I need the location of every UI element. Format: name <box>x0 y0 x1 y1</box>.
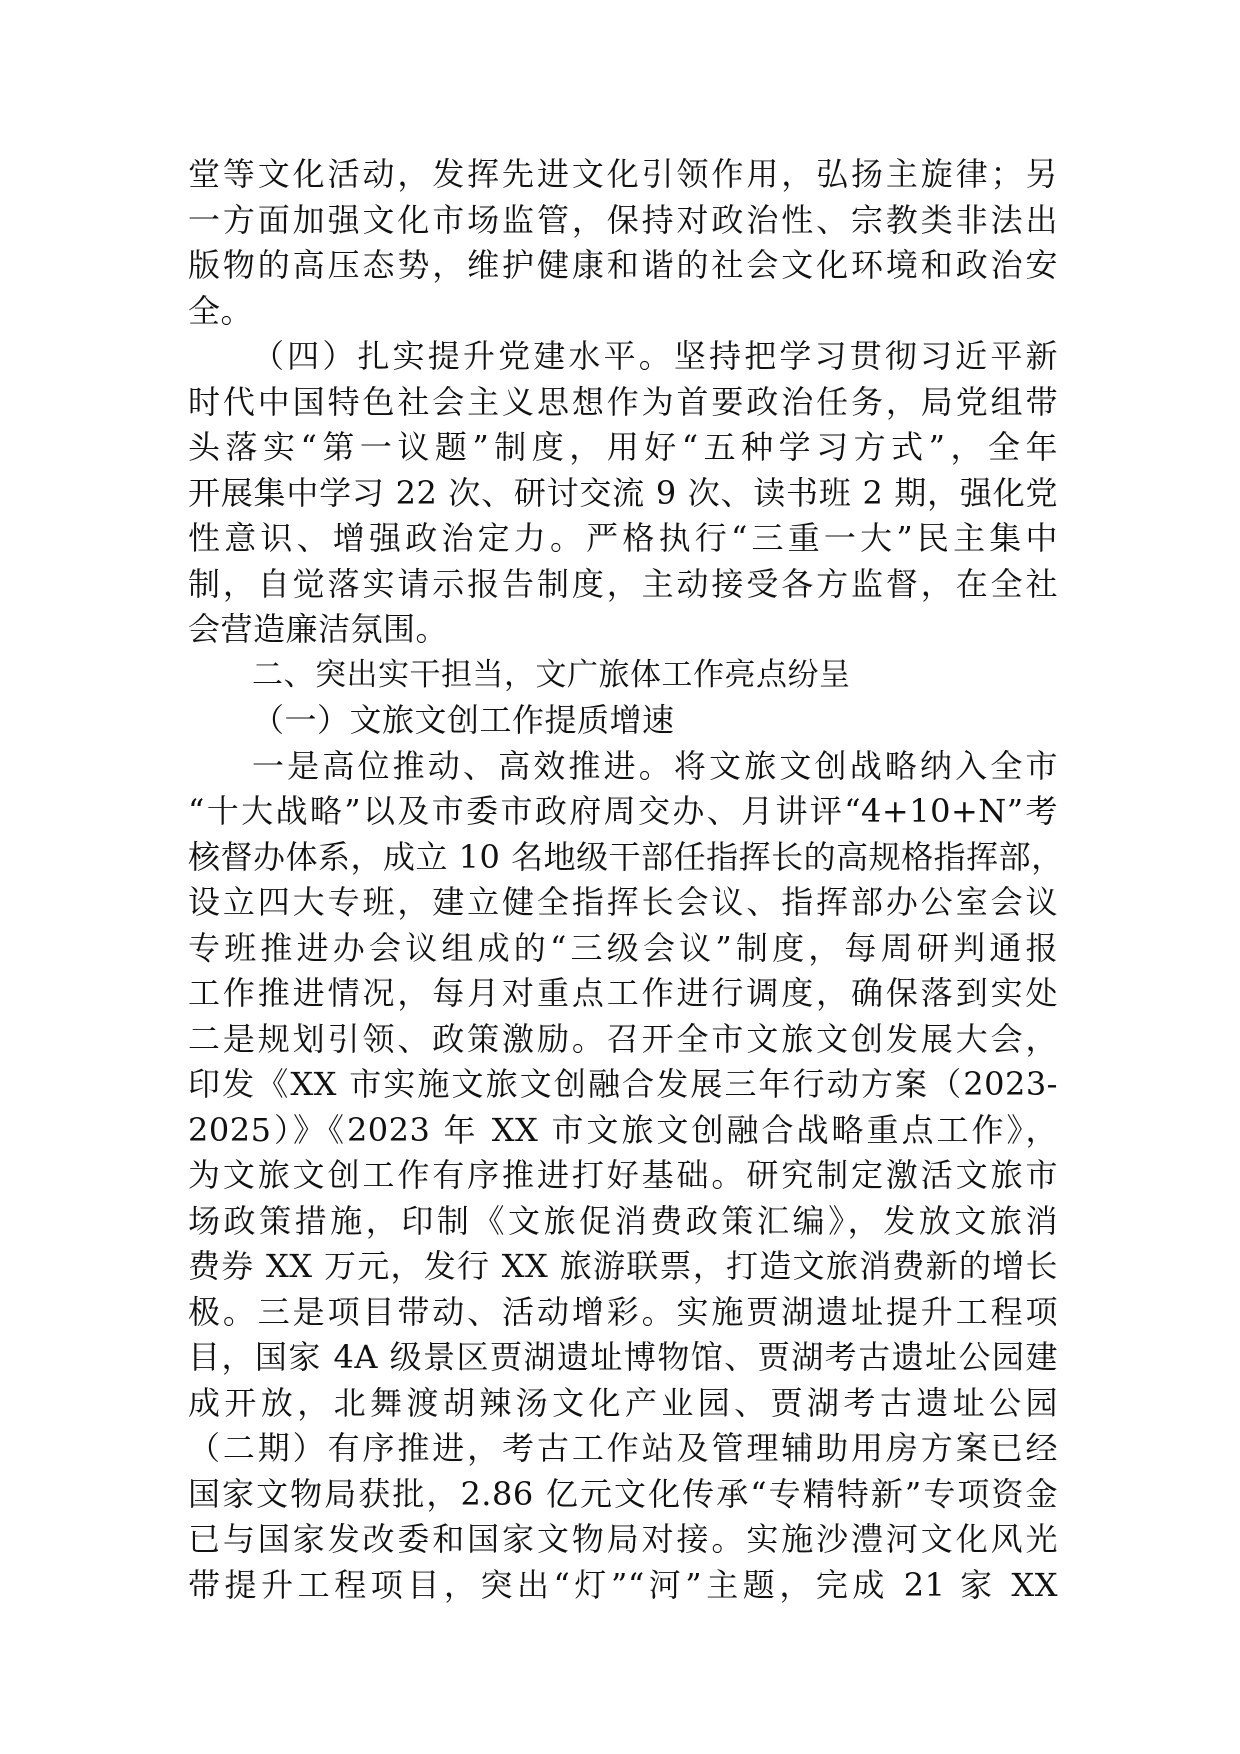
paragraph-line: 会营造廉洁氛围。 <box>188 610 449 648</box>
paragraph-line: “十大战略”以及市委市政府周交办、月讲评“4+10+N”考 <box>188 792 1058 830</box>
paragraph-line: 印发《XX 市实施文旅文创融合发展三年行动方案（2023- <box>188 1065 1058 1103</box>
paragraph-line: 国家文物局获批，2.86 亿元文化传承“专精特新”专项资金 <box>188 1474 1058 1513</box>
paragraph-line: 费券 XX 万元，发行 XX 旅游联票，打造文旅消费新的增长 <box>188 1247 1058 1285</box>
paragraph-line: 全。 <box>188 291 254 330</box>
paragraph-line: （四）扎实提升党建水平。坚持把学习贯彻习近平新 <box>252 337 1058 375</box>
paragraph-line: 制，自觉落实请示报告制度，主动接受各方监督，在全社 <box>188 564 1058 603</box>
paragraph-line: 工作推进情况，每月对重点工作进行调度，确保落到实处 <box>188 974 1058 1012</box>
paragraph-line: （二期）有序推进，考古工作站及管理辅助用房方案已经 <box>188 1429 1058 1467</box>
paragraph-line: 一是高位推动、高效推进。将文旅文创战略纳入全市 <box>252 746 1058 785</box>
paragraph-line: 二是规划引领、政策激励。召开全市文旅文创发展大会， <box>188 1019 1058 1058</box>
paragraph-line: 为文旅文创工作有序推进打好基础。研究制定激活文旅市 <box>188 1156 1058 1194</box>
paragraph-line: 头落实“第一议题”制度，用好“五种学习方式”，全年 <box>188 428 1058 466</box>
paragraph-line: 已与国家发改委和国家文物局对接。实施沙澧河文化风光 <box>188 1520 1058 1558</box>
document-body <box>188 152 1064 1608</box>
paragraph-line: 开展集中学习 22 次、研讨交流 9 次、读书班 2 期，强化党 <box>188 473 1058 512</box>
paragraph-line: 目，国家 4A 级景区贾湖遗址博物馆、贾湖考古遗址公园建 <box>188 1338 1058 1376</box>
paragraph-line: （一）文旅文创工作提质增速 <box>252 701 675 739</box>
paragraph-line: 带提升工程项目，突出“灯”“河”主题，完成 21 家 XX <box>188 1565 1058 1604</box>
paragraph-line: 一方面加强文化市场监管，保持对政治性、宗教类非法出 <box>188 200 1058 239</box>
paragraph-line: 堂等文化活动，发挥先进文化引领作用，弘扬主旋律；另 <box>188 155 1058 193</box>
section-heading-line: 二、突出实干担当，文广旅体工作亮点纷呈 <box>252 656 851 693</box>
paragraph-line: 性意识、增强政治定力。严格执行“三重一大”民主集中 <box>188 519 1058 557</box>
paragraph-line: 设立四大专班，建立健全指挥长会议、指挥部办公室会议 <box>188 883 1058 921</box>
paragraph-line: 时代中国特色社会主义思想作为首要政治任务，局党组带 <box>188 382 1058 421</box>
paragraph-line: 专班推进办会议组成的“三级会议”制度，每周研判通报 <box>188 928 1058 967</box>
paragraph-line: 成开放，北舞渡胡辣汤文化产业园、贾湖考古遗址公园 <box>188 1383 1058 1422</box>
paragraph-line: 核督办体系，成立 10 名地级干部任指挥长的高规格指挥部， <box>188 837 1064 876</box>
paragraph-line: 场政策措施，印制《文旅促消费政策汇编》，发放文旅消 <box>188 1201 1058 1240</box>
paragraph-line: 版物的高压态势，维护健康和谐的社会文化环境和政治安 <box>188 246 1058 284</box>
paragraph-line: 2025）》《2023 年 XX 市文旅文创融合战略重点工作》， <box>188 1110 1058 1149</box>
paragraph-line: 极。三是项目带动、活动增彩。实施贾湖遗址提升工程项 <box>188 1292 1058 1331</box>
